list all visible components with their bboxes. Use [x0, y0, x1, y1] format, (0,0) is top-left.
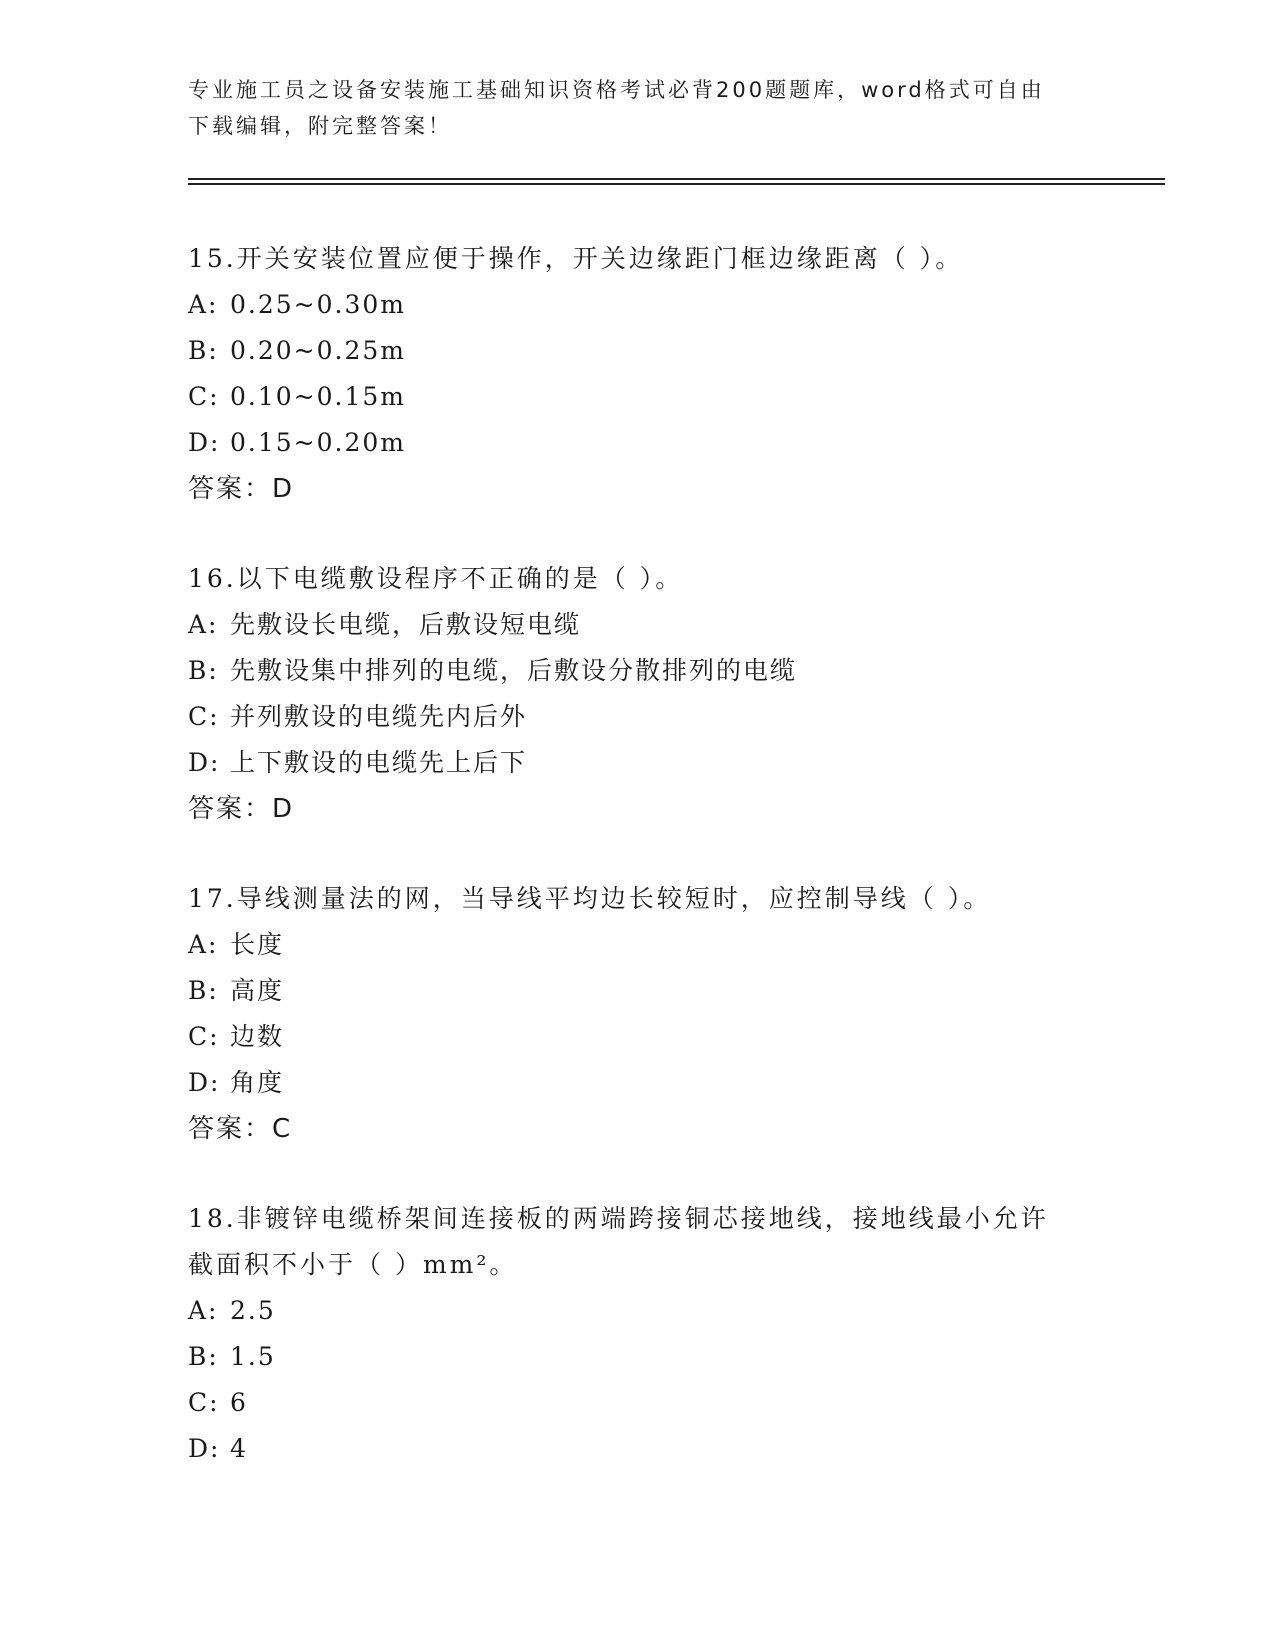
option-b: [188, 968, 1088, 1014]
option-d: [188, 1060, 1088, 1106]
option-c: [188, 1380, 1088, 1426]
answer-line: 答案：D: [188, 794, 295, 824]
option-text: 6: [230, 1388, 248, 1417]
option-text: 0.20~0.25m: [230, 336, 406, 365]
option-key: C:: [188, 1022, 220, 1051]
option-d: [188, 740, 1088, 786]
question-stem: 17.导线测量法的网，当导线平均边长较短时，应控制导线（ ）。: [188, 884, 992, 913]
question-stem: 15.开关安装位置应便于操作，开关边缘距门框边缘距离（ ）。: [188, 244, 964, 273]
option-key: A:: [188, 290, 219, 319]
option-key: C:: [188, 702, 220, 731]
option-key: D:: [188, 428, 221, 457]
option-text: 边数: [230, 1022, 285, 1051]
option-text: 先敷设集中排列的电缆，后敷设分散排列的电缆: [230, 656, 798, 685]
option-key: D:: [188, 1068, 221, 1097]
option-a: [188, 1288, 1088, 1334]
option-text: 1.5: [230, 1342, 276, 1371]
answer-line: 答案：D: [188, 474, 295, 504]
option-key: C:: [188, 382, 220, 411]
question-15: [188, 236, 1088, 512]
option-key: A:: [188, 1296, 219, 1325]
header-divider-top: [188, 178, 1165, 180]
option-text: 2.5: [230, 1296, 276, 1325]
option-b: [188, 1334, 1088, 1380]
option-text: 先敷设长电缆，后敷设短电缆: [230, 610, 582, 639]
header-divider-bottom: [188, 183, 1165, 185]
question-stem: 16.以下电缆敷设程序不正确的是（ ）。: [188, 564, 684, 593]
option-key: B:: [188, 336, 219, 365]
option-text: 上下敷设的电缆先上后下: [230, 748, 528, 777]
option-text: 长度: [230, 930, 285, 959]
option-key: B:: [188, 656, 219, 685]
header-line-1: 专业施工员之设备安装施工基础知识资格考试必背200题题库，word格式可自由: [188, 78, 1045, 102]
option-text: 0.15~0.20m: [230, 428, 406, 457]
option-text: 0.10~0.15m: [230, 382, 406, 411]
option-key: A:: [188, 610, 219, 639]
option-key: C:: [188, 1388, 220, 1417]
option-text: 4: [230, 1434, 248, 1463]
option-c: [188, 694, 1088, 740]
option-a: [188, 602, 1088, 648]
option-key: B:: [188, 1342, 219, 1371]
option-text: 高度: [230, 976, 285, 1005]
option-key: D:: [188, 748, 221, 777]
option-key: A:: [188, 930, 219, 959]
question-17: [188, 876, 1088, 1152]
question-stem-line-2: 截面积不小于（ ）mm²。: [188, 1250, 518, 1279]
option-b: [188, 648, 1088, 694]
option-a: [188, 922, 1088, 968]
option-text: 0.25~0.30m: [230, 290, 406, 319]
question-18: [188, 1196, 1088, 1472]
option-b: [188, 328, 1088, 374]
option-key: B:: [188, 976, 219, 1005]
option-a: [188, 282, 1088, 328]
option-c: [188, 374, 1088, 420]
option-d: [188, 420, 1088, 466]
option-text: 并列敷设的电缆先内后外: [230, 702, 528, 731]
header-line-2: 下载编辑，附完整答案！: [188, 114, 452, 138]
document-header: [188, 72, 1088, 144]
option-c: [188, 1014, 1088, 1060]
answer-line: 答案：C: [188, 1114, 293, 1144]
option-d: [188, 1426, 1088, 1472]
option-text: 角度: [230, 1068, 285, 1097]
question-16: [188, 556, 1088, 832]
option-key: D:: [188, 1434, 221, 1463]
question-stem-line-1: 18.非镀锌电缆桥架间连接板的两端跨接铜芯接地线，接地线最小允许: [188, 1204, 1049, 1233]
